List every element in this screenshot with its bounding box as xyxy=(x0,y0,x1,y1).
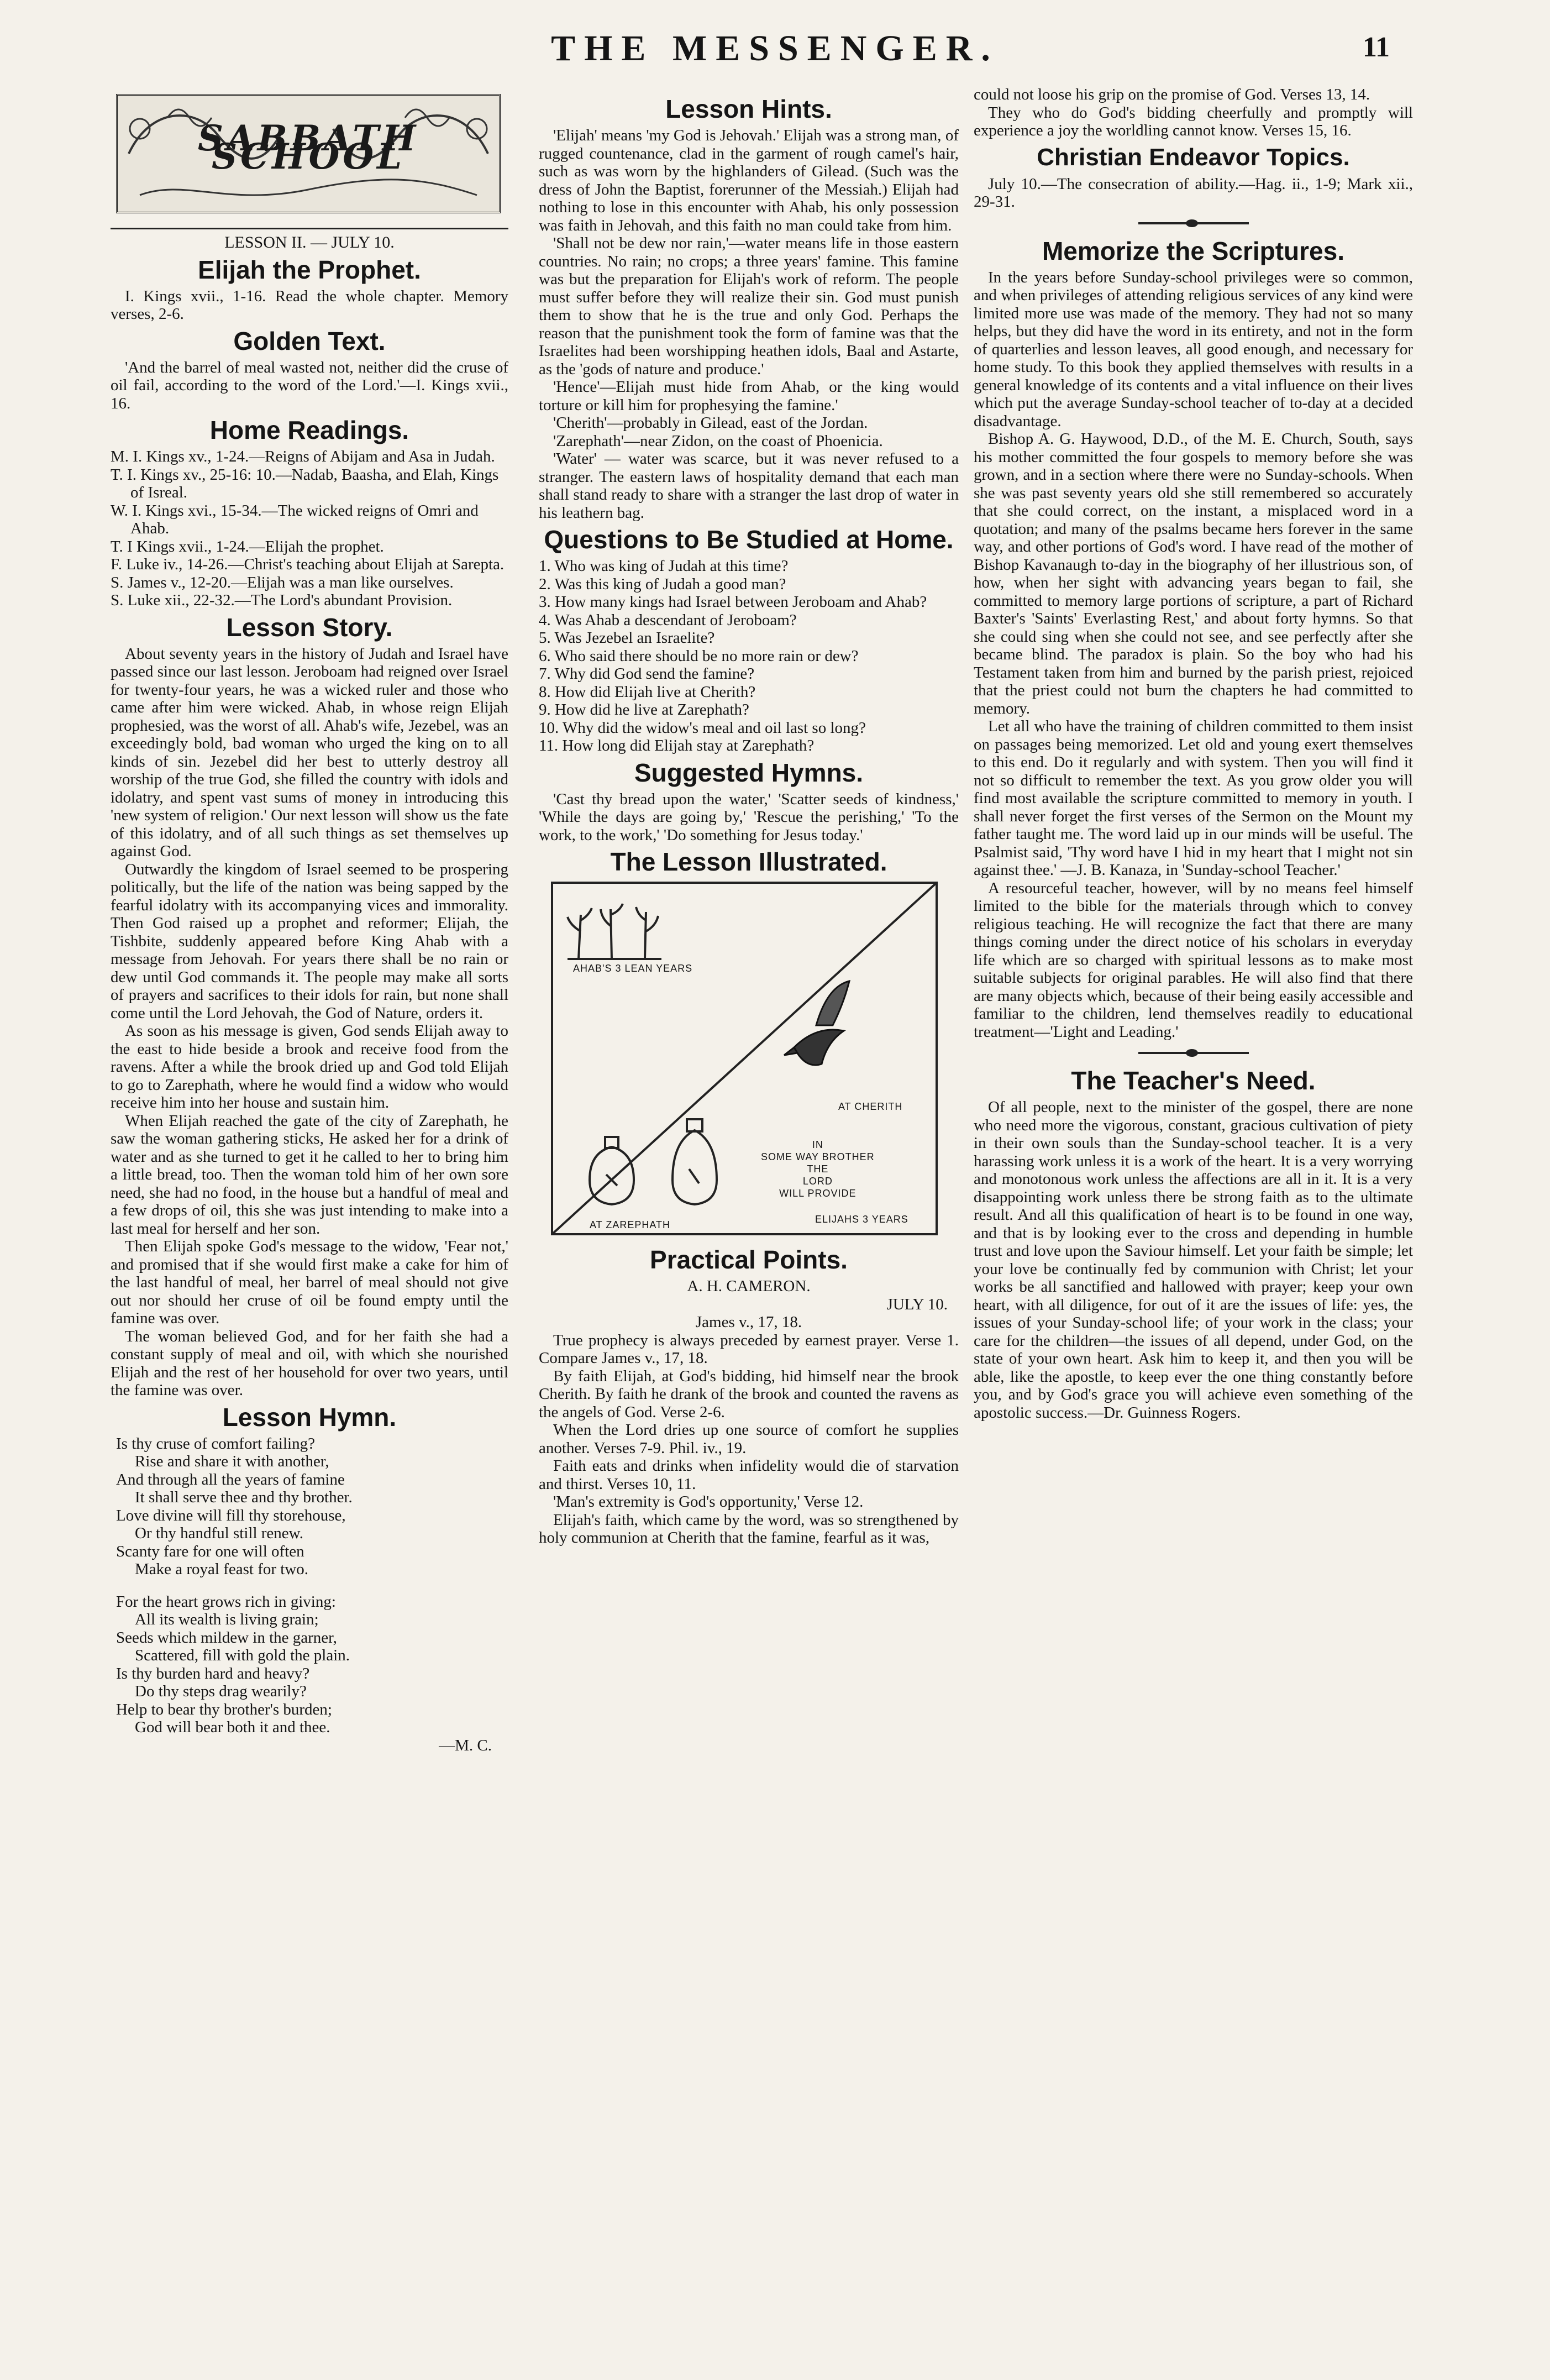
hints-paragraph: 'Shall not be dew nor rain,'—water means life in those eastern countries. No rain; no crops; a three years' famine. This famine was but the preparation for Elijah's work of reform. The people must suffer before they will realize their sin. God must punish them to show that he is the true and only God. Perhaps the reason that the punishment took the form of famine was that the Israelites had been worshipping heathen idols, Baal and Astarte, as the 'gods of nature and produce.' xyxy=(539,234,959,378)
memorize-heading: Memorize the Scriptures. xyxy=(1042,236,1345,265)
home-reading: W. I. Kings xvi., 15-34.—The wicked reigns of Omri and Ahab. xyxy=(111,501,479,537)
question-item: 11. How long did Elijah stay at Zarephath? xyxy=(539,737,815,754)
masthead-title: THE MESSENGER. xyxy=(551,28,999,69)
teachers-need-heading: The Teacher's Need. xyxy=(1071,1066,1316,1095)
hymn-stanza-2 xyxy=(111,1593,508,1737)
lesson-hymn-heading: Lesson Hymn. xyxy=(222,1402,397,1432)
continued-paragraph: They who do God's bidding cheerfully and promptly will experience a joy the worldling cannot know. Verses 15, 16. xyxy=(974,103,1413,139)
illus-label-cherith: AT CHERITH xyxy=(838,1101,903,1112)
story-paragraph: Outwardly the kingdom of Israel seemed to be prospering politically, but the life of the nation was being sapped by the fearful idolatry with its accompanying vices and immorality. Then God raised up a prophet and reformer; Elijah, the Tishbite, suddenly appeared before King Ahab with a message from Jehovah. For years there shall be no rain or dew until God commands it. The people may make all sorts of prayers and sacrifices to their idols for rain, but none shall come until the Lord Jehovah, the God of Nature, orders it. xyxy=(111,860,508,1022)
hints-paragraph: 'Elijah' means 'my God is Jehovah.' Elijah was a strong man, of rugged countenance, clad in the garment of rough camel's hair, such as was worn by the highlanders of Gilead. (Such was the dress of John the Baptist, forerunner of the Messiah.) Elijah had nothing to lose in this encounter with Ahab, his only possession was faith in Jehovah, and this faith no man could take from him. xyxy=(539,127,959,234)
question-item: 4. Was Ahab a descendant of Jeroboam? xyxy=(539,611,797,629)
lesson-line: LESSON II. — JULY 10. xyxy=(111,228,508,252)
suggested-hymns-heading: Suggested Hymns. xyxy=(634,758,864,787)
question-item: 5. Was Jezebel an Israelite? xyxy=(539,629,715,647)
home-reading: F. Luke iv., 14-26.—Christ's teaching about Elijah at Sarepta. xyxy=(111,555,505,573)
hymn-line: It shall serve thee and thy brother. xyxy=(135,1488,353,1506)
practical-ref: James v., 17, 18. xyxy=(695,1313,802,1331)
sabbath-school-banner xyxy=(116,94,501,213)
practical-paragraph: Faith eats and drinks when infidelity would die of starvation and thirst. Verses 10, 11. xyxy=(539,1457,959,1493)
lesson-hints-heading: Lesson Hints. xyxy=(665,95,832,123)
column-3 xyxy=(974,86,1413,1422)
christian-endeavor-heading: Christian Endeavor Topics. xyxy=(1037,143,1350,171)
hints-paragraph: 'Water' — water was scarce, but it was never refused to a stranger. The eastern laws of hospitality demand that each man shall stand ready to share with a stranger the last drop of water in his leathern bag. xyxy=(539,450,959,522)
question-item: 1. Who was king of Judah at this time? xyxy=(539,557,789,575)
hymn-line: Scattered, fill with gold the plain. xyxy=(135,1647,350,1664)
hymn-line: Make a royal feast for two. xyxy=(135,1560,309,1578)
question-item: 7. Why did God send the famine? xyxy=(539,665,755,683)
question-item: 9. How did he live at Zarephath? xyxy=(539,701,749,719)
home-reading: T. I Kings xvii., 1-24.—Elijah the prophet. xyxy=(111,537,384,555)
lesson-ref: I. Kings xvii., 1-16. Read the whole chapter. Memory verses, 2-6. xyxy=(111,287,508,323)
continued-paragraph: could not loose his grip on the promise of God. Verses 13, 14. xyxy=(974,86,1370,103)
hymn-line: God will bear both it and thee. xyxy=(135,1718,330,1736)
illus-label-zarephath: AT ZAREPHATH xyxy=(590,1219,671,1230)
question-item: 10. Why did the widow's meal and oil last so long? xyxy=(539,719,866,737)
question-item: 2. Was this king of Judah a good man? xyxy=(539,575,786,593)
hymn-line: Help to bear thy brother's burden; xyxy=(116,1700,332,1718)
suggested-hymns-text: 'Cast thy bread upon the water,' 'Scatter seeds of kindness,' 'While the days are going by,' 'Rescue the perishing,' 'To the work, to the work,' 'Do something for Jesus today.' xyxy=(539,790,959,844)
illus-label-lean-years: AHAB'S 3 LEAN YEARS xyxy=(573,963,693,974)
practical-paragraph: When the Lord dries up one source of comfort he supplies another. Verses 7-9. Phil. iv., 19. xyxy=(539,1421,959,1457)
questions-heading: Questions to Be Studied at Home. xyxy=(544,525,954,554)
question-item: 6. Who said there should be no more rain or dew? xyxy=(539,647,859,665)
section-divider xyxy=(1138,222,1249,224)
hymn-line: Scanty fare for one will often xyxy=(116,1542,304,1560)
memorize-paragraph: Let all who have the training of children committed to them insist on passages being memorized. Let old and young exert themselves to this end. Do it regularly and with system. Then you will find it not so difficult to remember the text. As you grow older you will find most available the scripture committed to memory in youth. I shall never forget the first verses of the Sermon on the Mount my father taught me. The word laid up in our minds will be useful. The Psalmist said, 'Thy word have I hid in my heart that I might not sin against thee.' —J. B. Kanaza, in 'Sunday-school Teacher.' xyxy=(974,717,1413,879)
lesson-story-heading: Lesson Story. xyxy=(226,612,393,642)
questions-list xyxy=(539,557,959,755)
lesson-title: Elijah the Prophet. xyxy=(198,255,421,284)
hymn-line: Is thy cruse of comfort failing? xyxy=(116,1434,315,1453)
story-paragraph: About seventy years in the history of Judah and Israel have passed since our last lesson. Jeroboam had reigned over Israel for twenty-four years, he was a wicked ruler and those who came after him were wicked. Ahab, in whose reign Elijah prophesied, was the worst of all. Ahab's wife, Jezebel, was an exceedingly bold, bad woman who urged the king on to all kinds of sin. Jezebel did her best to utterly destroy all worship of the true God, she filled the country with idols and idolatry, and spent vast sums of money in introducing this 'new system of religion.' Our next lesson will show us the fate of this idolatry, and of all such things as set themselves up against God. xyxy=(111,644,508,860)
jars-drawing xyxy=(590,1119,717,1204)
golden-text-heading: Golden Text. xyxy=(233,326,386,355)
hymn-line: Is thy burden hard and heavy? xyxy=(116,1664,310,1682)
practical-paragraph: True prophecy is always preceded by earnest prayer. Verse 1. Compare James v., 17, 18. xyxy=(539,1331,959,1367)
hymn-line: Love divine will fill thy storehouse, xyxy=(116,1506,346,1524)
teachers-need-paragraph: Of all people, next to the minister of the gospel, there are none who need more the vigorous, constant, gracious cultivation of piety in their own souls than the Sunday-school teacher. It is a very harassing work unless it is a work of the heart. It is a very worrying and monotonous work unless the affections are all in it. It is a very disappointing work unless there be strong faith as to the ultimate result. And all this qualification of heart is to be found in one way, and that is by looking ever to the cross and depending in humble trust and love upon the Saviour himself. Let your faith be simple; let your love be continually fed by communion with Christ; let your works be all sanctified and hallowed with prayer; keep your own heart, with all diligence, for out of it are the issues of life: yes, the issues of your Sunday-school life; of your work in the class; your care for the children—the issues of all depend, under God, on the state of your own heart. Ask him to keep it, and then you will be able, like the apostle, to keep ever the one thing constantly before you, and by God's grace you will achieve even something of the apostolic success.—Dr. Guinness Rogers. xyxy=(974,1098,1413,1422)
banner-text: SABBATH SCHOOL xyxy=(197,118,419,177)
illus-label-elijahs-years: ELIJAHS 3 YEARS xyxy=(815,1214,908,1225)
story-paragraph: When Elijah reached the gate of the city of Zarephath, he saw the woman gathering sticks, He asked her for a drink of water and as she turned to get it he called to her to bring him a little bread, too. Then the woman told him of her own sore need, she had no food, in the house but a handful of meal and a few drops of oil, this she was just intending to make into a last meal for herself and her son. xyxy=(111,1112,508,1238)
hymn-signature: —M. C. xyxy=(439,1736,492,1754)
column-1 xyxy=(111,94,508,1754)
story-paragraph: The woman believed God, and for her faith she had a constant supply of meal and oil, with which she nourished Elijah and the rest of her household for over two years, until the famine was over. xyxy=(111,1327,508,1399)
hints-paragraph: 'Zarephath'—near Zidon, on the coast of Phoenicia. xyxy=(553,432,883,450)
hymn-line: All its wealth is living grain; xyxy=(135,1611,319,1628)
illustration-drawing xyxy=(551,882,938,1235)
practical-author: A. H. CAMERON. xyxy=(687,1277,811,1295)
golden-text: 'And the barrel of meal wasted not, neither did the cruse of oil fail, according to the word of the Lord.'—I. Kings xvii., 16. xyxy=(111,358,508,412)
story-paragraph: As soon as his message is given, God sends Elijah away to the east to hide beside a brook and receive food from the ravens. After a while the brook dried up and God told Elijah to go to Zarephath, where he would find a widow who would receive him into her house and sustain him. xyxy=(111,1022,508,1112)
practical-paragraph: By faith Elijah, at God's bidding, hid himself near the brook Cherith. By faith he drank of the brook and counted the ravens as the angels of God. Verse 2-6. xyxy=(539,1367,959,1421)
hints-paragraph: 'Cherith'—probably in Gilead, east of the Jordan. xyxy=(553,414,868,432)
page-number: 11 xyxy=(1362,32,1390,63)
memorize-paragraph: In the years before Sunday-school privileges were so common, and when privileges of attending religious services of any kind were limited more use was made of the memory. They had not so many helps, but they did have the word in its entirety, and not in the form of quarterlies and lesson leaves, all good enough, and necessary for home study. To this book they applied themselves with results in a general knowledge of its contents and a vital influence on their lives which put the average Sunday-school teacher of to-day at a decided disadvantage. xyxy=(974,268,1413,430)
question-item: 3. How many kings had Israel between Jeroboam and Ahab? xyxy=(539,593,927,611)
home-reading: M. I. Kings xv., 1-24.—Reigns of Abijam and Asa in Judah. xyxy=(111,448,495,465)
lesson-illustration xyxy=(551,882,938,1235)
illus-label-lord-will-provide: IN SOME WAY BROTHER THE LORD WILL PROVIDE xyxy=(761,1139,875,1199)
home-reading: T. I. Kings xv., 25-16: 10.—Nadab, Baasha, and Elah, Kings of Isreal. xyxy=(111,465,499,501)
hymn-line: Seeds which mildew in the garner, xyxy=(116,1628,337,1647)
hymn-line: Do thy steps drag wearily? xyxy=(135,1682,307,1700)
home-readings-heading: Home Readings. xyxy=(209,416,409,444)
masthead xyxy=(0,28,1550,69)
memorize-paragraph: A resourceful teacher, however, will by no means feel himself limited to the bible for the materials through which to convey religious teaching. He will recognize the fact that there are many things coming under the direct notice of his scholars in everyday life which are so charged with spiritual lessons as to make most suitable subjects for original parables. He will also find that there are many objects which, because of their being easily accessible and familiar to the children, lend themselves readily to educational treatment—'Light and Leading.' xyxy=(974,879,1413,1041)
home-reading: S. Luke xii., 22-32.—The Lord's abundant Provision. xyxy=(111,591,453,609)
hymn-line: For the heart grows rich in giving: xyxy=(116,1592,336,1611)
practical-points-heading: Practical Points. xyxy=(650,1245,848,1274)
home-reading: S. James v., 12-20.—Elijah was a man like ourselves. xyxy=(111,573,454,591)
column-2 xyxy=(539,91,959,1547)
christian-endeavor-text: July 10.—The consecration of ability.—Hag. ii., 1-9; Mark xii., 29-31. xyxy=(974,175,1413,211)
hymn-stanza-1 xyxy=(111,1435,508,1579)
practical-paragraph: 'Man's extremity is God's opportunity,' Verse 12. xyxy=(553,1493,864,1511)
hymn-line: Or thy handful still renew. xyxy=(135,1524,303,1542)
home-readings-list xyxy=(111,448,508,610)
question-item: 8. How did Elijah live at Cherith? xyxy=(539,683,756,701)
section-divider xyxy=(1138,1052,1249,1054)
hints-paragraph: 'Hence'—Elijah must hide from Ahab, or the king would torture or kill him for prophesying the famine.' xyxy=(539,378,959,414)
lesson-illustrated-heading: The Lesson Illustrated. xyxy=(610,847,887,876)
memorize-paragraph: Bishop A. G. Haywood, D.D., of the M. E. Church, South, says his mother committed the four gospels to memory before she was grown, and in a section where there were no Sunday-schools. When she was past seventy years old she still remembered so accurately that she could correct, on the instant, a misplaced word in a quotation; and many of the psalms became hers forever in the same way, and other portions of God's word. I have read of the mother of Bishop Kavanaugh to-day in the biography of her illustrious son, of how, when her sight with advancing years began to fail, she committed to memory large portions of scripture, a part of Richard Baxter's 'Saints' Everlasting Rest,' and about forty hymns. So that she could sing when she could not see, and see perfectly after she became blind. The paradox is plain. So the boy who had his Testament taken from him and burned by the parish priest, rejoiced that the priest could not burn the chapters he had committed to memory. xyxy=(974,430,1413,717)
practical-date: JULY 10. xyxy=(886,1295,948,1313)
hymn-line: Rise and share it with another, xyxy=(135,1453,329,1470)
story-paragraph: Then Elijah spoke God's message to the widow, 'Fear not,' and promised that if she would first make a cake for him of the last handful of meal, her barrel of meal should not give out nor should her cruse of oil be found empty until the famine was over. xyxy=(111,1238,508,1327)
practical-paragraph: Elijah's faith, which came by the word, was so strengthened by holy communion at Cherith that the famine, fearful as it was, xyxy=(539,1511,959,1547)
hymn-line: And through all the years of famine xyxy=(116,1470,345,1488)
